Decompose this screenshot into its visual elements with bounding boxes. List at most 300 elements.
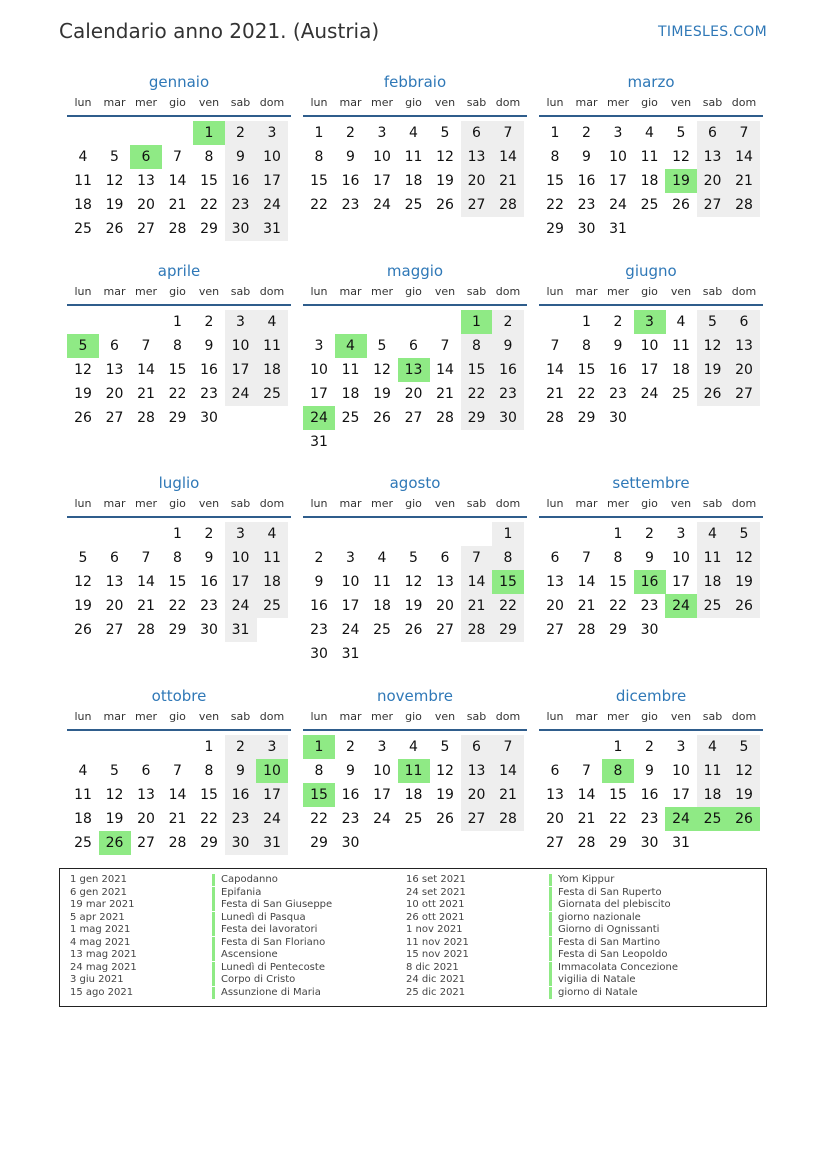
day-cell: 30 bbox=[640, 622, 659, 638]
day-cell: 16 bbox=[225, 169, 257, 193]
holiday-name: Lunedì di Pentecoste bbox=[212, 962, 325, 974]
weekday-header: ven bbox=[434, 96, 456, 109]
day-cell: 18 bbox=[672, 362, 690, 378]
weekday-header: mar bbox=[103, 285, 126, 298]
day-cell: 13 bbox=[137, 787, 155, 803]
day-cell: 2 bbox=[225, 735, 257, 759]
weekday-header: mer bbox=[606, 285, 629, 298]
day-cell: 10 bbox=[341, 574, 360, 590]
day-cell: 17 bbox=[640, 362, 659, 378]
day-cell: 7 bbox=[550, 338, 560, 354]
holiday-name: Festa di San Floriano bbox=[212, 937, 325, 949]
day-cell: 28 bbox=[577, 622, 596, 638]
day-cell: 29 bbox=[492, 618, 524, 642]
day-cell: 6 bbox=[440, 550, 450, 566]
day-cell: 2 bbox=[204, 314, 214, 330]
day-cell: 27 bbox=[105, 622, 124, 638]
day-cell: 31 bbox=[256, 831, 288, 855]
holiday-date: 6 gen 2021 bbox=[70, 886, 128, 898]
day-cell: 20 bbox=[546, 598, 564, 614]
day-cell: 22 bbox=[168, 598, 187, 614]
month-name: giugno bbox=[625, 262, 677, 280]
holiday-day-cell: 15 bbox=[303, 783, 335, 807]
weekday-header: dom bbox=[495, 285, 521, 298]
day-cell: 23 bbox=[200, 598, 218, 614]
day-cell: 14 bbox=[577, 574, 596, 590]
day-cell: 15 bbox=[609, 787, 627, 803]
day-cell: 12 bbox=[74, 362, 92, 378]
day-cell: 5 bbox=[110, 149, 119, 165]
day-cell: 27 bbox=[728, 382, 760, 406]
day-cell: 27 bbox=[137, 221, 155, 237]
month-divider bbox=[303, 304, 527, 306]
day-cell: 20 bbox=[137, 197, 155, 213]
day-cell: 24 bbox=[256, 807, 288, 831]
weekday-header: gio bbox=[641, 285, 658, 298]
day-cell: 25 bbox=[404, 811, 423, 827]
day-cell: 14 bbox=[728, 145, 760, 169]
day-cell: 3 bbox=[256, 121, 288, 145]
day-cell: 29 bbox=[461, 406, 493, 430]
holiday-name: Ascensione bbox=[212, 949, 278, 961]
day-cell: 25 bbox=[341, 410, 360, 426]
holiday-name: Festa di San Ruperto bbox=[549, 887, 662, 899]
day-cell: 15 bbox=[609, 574, 627, 590]
day-cell: 25 bbox=[256, 382, 288, 406]
day-cell: 4 bbox=[377, 550, 387, 566]
day-cell: 3 bbox=[377, 125, 387, 141]
day-cell: 22 bbox=[200, 811, 218, 827]
holiday-name: Lunedì di Pasqua bbox=[212, 912, 306, 924]
day-cell: 5 bbox=[440, 125, 450, 141]
day-cell: 8 bbox=[204, 763, 214, 779]
day-cell: 5 bbox=[110, 763, 119, 779]
day-cell: 19 bbox=[105, 197, 124, 213]
weekday-header: dom bbox=[731, 285, 757, 298]
day-cell: 21 bbox=[492, 783, 524, 807]
day-cell: 6 bbox=[728, 310, 760, 334]
day-cell: 5 bbox=[377, 338, 387, 354]
holiday-name: Giornata del plebiscito bbox=[549, 899, 671, 911]
day-cell: 3 bbox=[256, 735, 288, 759]
day-cell: 22 bbox=[200, 197, 218, 213]
day-cell: 10 bbox=[640, 338, 659, 354]
day-cell: 26 bbox=[74, 622, 92, 638]
day-cell: 28 bbox=[492, 193, 524, 217]
day-cell: 25 bbox=[373, 622, 391, 638]
holiday-name: vigilia di Natale bbox=[549, 974, 636, 986]
day-cell: 18 bbox=[256, 358, 288, 382]
day-cell: 11 bbox=[697, 546, 729, 570]
weekday-header: mar bbox=[103, 710, 126, 723]
holiday-day-cell: 24 bbox=[303, 406, 335, 430]
day-cell: 15 bbox=[310, 173, 328, 189]
day-cell: 19 bbox=[728, 570, 760, 594]
day-cell: 23 bbox=[341, 197, 360, 213]
day-cell: 11 bbox=[697, 759, 729, 783]
day-cell: 9 bbox=[225, 759, 257, 783]
day-cell: 9 bbox=[346, 149, 355, 165]
holiday-day-cell: 10 bbox=[256, 759, 288, 783]
day-cell: 25 bbox=[256, 594, 288, 618]
day-cell: 9 bbox=[204, 338, 214, 354]
weekday-header: mar bbox=[575, 710, 598, 723]
month-febbraio bbox=[303, 73, 527, 263]
weekday-header: sab bbox=[466, 96, 487, 109]
day-cell: 12 bbox=[436, 763, 454, 779]
weekday-header: sab bbox=[702, 96, 723, 109]
day-cell: 23 bbox=[200, 386, 218, 402]
holiday-day-cell: 26 bbox=[99, 831, 131, 855]
day-cell: 2 bbox=[346, 739, 355, 755]
day-cell: 29 bbox=[546, 221, 564, 237]
day-cell: 30 bbox=[200, 622, 218, 638]
holiday-date: 19 mar 2021 bbox=[70, 899, 135, 910]
day-cell: 13 bbox=[697, 145, 729, 169]
day-cell: 8 bbox=[173, 338, 182, 354]
holiday-name: giorno nazionale bbox=[549, 912, 641, 924]
day-cell: 16 bbox=[609, 362, 627, 378]
month-divider bbox=[67, 115, 291, 117]
day-cell: 4 bbox=[256, 310, 288, 334]
weekday-header: mer bbox=[606, 497, 629, 510]
weekday-header: gio bbox=[169, 497, 186, 510]
day-cell: 7 bbox=[440, 338, 450, 354]
weekday-header: mar bbox=[575, 497, 598, 510]
day-cell: 23 bbox=[341, 811, 360, 827]
weekday-header: sab bbox=[702, 285, 723, 298]
day-cell: 13 bbox=[546, 574, 564, 590]
day-cell: 18 bbox=[373, 598, 391, 614]
day-cell: 6 bbox=[110, 550, 119, 566]
day-cell: 20 bbox=[461, 169, 493, 193]
holiday-day-cell: 4 bbox=[335, 334, 367, 358]
weekday-header: ven bbox=[434, 497, 456, 510]
holiday-day-cell: 6 bbox=[130, 145, 162, 169]
holiday-date: 1 gen 2021 bbox=[70, 874, 128, 885]
day-cell: 1 bbox=[582, 314, 591, 330]
day-cell: 12 bbox=[728, 546, 760, 570]
weekday-header: gio bbox=[405, 497, 422, 510]
holiday-date: 5 apr 2021 bbox=[70, 911, 125, 923]
day-cell: 27 bbox=[461, 193, 493, 217]
holiday-date: 4 mag 2021 bbox=[70, 936, 131, 948]
day-cell: 12 bbox=[74, 574, 92, 590]
day-cell: 13 bbox=[461, 145, 493, 169]
holiday-date: 15 nov 2021 bbox=[406, 949, 469, 960]
day-cell: 11 bbox=[256, 334, 288, 358]
day-cell: 6 bbox=[550, 550, 560, 566]
day-cell: 11 bbox=[74, 173, 92, 189]
month-gennaio bbox=[67, 73, 291, 263]
day-cell: 30 bbox=[640, 835, 659, 851]
day-cell: 28 bbox=[436, 410, 454, 426]
day-cell: 27 bbox=[546, 835, 564, 851]
holiday-date: 24 dic 2021 bbox=[406, 974, 466, 985]
day-cell: 10 bbox=[256, 145, 288, 169]
month-name: luglio bbox=[158, 474, 200, 492]
holiday-day-cell: 1 bbox=[193, 121, 225, 145]
day-cell: 1 bbox=[492, 522, 524, 546]
day-cell: 5 bbox=[728, 735, 760, 759]
day-cell: 7 bbox=[582, 550, 591, 566]
day-cell: 24 bbox=[341, 622, 360, 638]
holiday-name: Corpo di Cristo bbox=[212, 974, 295, 986]
day-cell: 29 bbox=[200, 835, 218, 851]
day-cell: 6 bbox=[110, 338, 119, 354]
day-cell: 20 bbox=[105, 386, 124, 402]
weekday-header: dom bbox=[259, 497, 285, 510]
day-cell: 30 bbox=[577, 221, 596, 237]
day-cell: 1 bbox=[613, 526, 623, 542]
day-cell: 8 bbox=[461, 334, 493, 358]
weekday-header: ven bbox=[670, 710, 692, 723]
month-novembre bbox=[303, 687, 527, 877]
day-cell: 30 bbox=[310, 646, 328, 662]
weekday-header: mar bbox=[339, 285, 362, 298]
weekday-header: lun bbox=[74, 710, 92, 723]
weekday-header: lun bbox=[310, 285, 328, 298]
day-cell: 2 bbox=[492, 310, 524, 334]
holiday-name: giorno di Natale bbox=[549, 987, 638, 999]
day-cell: 13 bbox=[461, 759, 493, 783]
day-cell: 3 bbox=[225, 310, 257, 334]
weekday-header: mer bbox=[370, 710, 393, 723]
day-cell: 1 bbox=[204, 739, 214, 755]
day-cell: 17 bbox=[310, 386, 328, 402]
day-cell: 14 bbox=[461, 570, 493, 594]
weekday-header: sab bbox=[466, 285, 487, 298]
day-cell: 18 bbox=[404, 787, 423, 803]
holiday-date: 11 nov 2021 bbox=[406, 936, 469, 948]
day-cell: 18 bbox=[74, 197, 92, 213]
day-cell: 25 bbox=[697, 594, 729, 618]
day-cell: 27 bbox=[461, 807, 493, 831]
weekday-header: ven bbox=[670, 285, 692, 298]
month-name: ottobre bbox=[151, 687, 207, 705]
day-cell: 2 bbox=[582, 125, 591, 141]
day-cell: 4 bbox=[409, 739, 418, 755]
weekday-header: mar bbox=[103, 96, 126, 109]
day-cell: 21 bbox=[168, 811, 187, 827]
weekday-header: mar bbox=[339, 710, 362, 723]
month-name: gennaio bbox=[148, 73, 210, 91]
holiday-name: Festa di San Martino bbox=[549, 937, 660, 949]
day-cell: 5 bbox=[440, 739, 450, 755]
day-cell: 25 bbox=[74, 835, 92, 851]
day-cell: 18 bbox=[697, 783, 729, 807]
day-cell: 8 bbox=[613, 550, 623, 566]
day-cell: 21 bbox=[728, 169, 760, 193]
weekday-header: sab bbox=[702, 497, 723, 510]
day-cell: 26 bbox=[672, 197, 690, 213]
holiday-date: 24 mag 2021 bbox=[70, 961, 137, 973]
holiday-day-cell: 19 bbox=[665, 169, 697, 193]
day-cell: 11 bbox=[256, 546, 288, 570]
day-cell: 27 bbox=[697, 193, 729, 217]
day-cell: 2 bbox=[314, 550, 324, 566]
day-cell: 7 bbox=[461, 546, 493, 570]
weekday-header: ven bbox=[198, 285, 220, 298]
holiday-day-cell: 1 bbox=[303, 735, 335, 759]
day-cell: 27 bbox=[137, 835, 155, 851]
weekday-header: mar bbox=[339, 497, 362, 510]
day-cell: 14 bbox=[546, 362, 564, 378]
day-cell: 2 bbox=[645, 739, 654, 755]
holiday-day-cell: 24 bbox=[665, 807, 697, 831]
day-cell: 19 bbox=[373, 386, 391, 402]
day-cell: 19 bbox=[74, 386, 92, 402]
day-cell: 1 bbox=[613, 739, 623, 755]
day-cell: 16 bbox=[200, 362, 218, 378]
day-cell: 25 bbox=[672, 386, 690, 402]
day-cell: 18 bbox=[341, 386, 360, 402]
day-cell: 17 bbox=[672, 574, 690, 590]
day-cell: 2 bbox=[346, 125, 355, 141]
day-cell: 10 bbox=[373, 763, 391, 779]
day-cell: 16 bbox=[577, 173, 596, 189]
day-cell: 24 bbox=[256, 193, 288, 217]
day-cell: 22 bbox=[461, 382, 493, 406]
day-cell: 23 bbox=[640, 598, 659, 614]
day-cell: 9 bbox=[492, 334, 524, 358]
day-cell: 17 bbox=[256, 169, 288, 193]
weekday-header: mer bbox=[606, 96, 629, 109]
day-cell: 6 bbox=[461, 121, 493, 145]
day-cell: 6 bbox=[461, 735, 493, 759]
day-cell: 3 bbox=[346, 550, 355, 566]
weekday-header: dom bbox=[731, 710, 757, 723]
day-cell: 10 bbox=[672, 763, 690, 779]
day-cell: 20 bbox=[697, 169, 729, 193]
day-cell: 29 bbox=[168, 622, 187, 638]
month-divider bbox=[303, 115, 527, 117]
day-cell: 26 bbox=[373, 410, 391, 426]
month-name: marzo bbox=[627, 73, 675, 91]
day-cell: 28 bbox=[577, 835, 596, 851]
day-cell: 4 bbox=[78, 763, 88, 779]
weekday-header: lun bbox=[546, 96, 564, 109]
day-cell: 14 bbox=[492, 759, 524, 783]
weekday-header: gio bbox=[641, 710, 658, 723]
day-cell: 30 bbox=[225, 831, 257, 855]
day-cell: 16 bbox=[341, 787, 360, 803]
day-cell: 6 bbox=[409, 338, 418, 354]
day-cell: 23 bbox=[492, 382, 524, 406]
day-cell: 20 bbox=[728, 358, 760, 382]
day-cell: 26 bbox=[404, 622, 423, 638]
holiday-name: Assunzione di Maria bbox=[212, 987, 321, 999]
day-cell: 15 bbox=[168, 362, 187, 378]
day-cell: 9 bbox=[314, 574, 324, 590]
day-cell: 12 bbox=[697, 334, 729, 358]
weekday-header: gio bbox=[169, 710, 186, 723]
day-cell: 1 bbox=[314, 125, 324, 141]
weekday-header: mer bbox=[134, 710, 157, 723]
day-cell: 22 bbox=[310, 811, 328, 827]
day-cell: 21 bbox=[461, 594, 493, 618]
holiday-name: Epifania bbox=[212, 887, 261, 899]
weekday-header: gio bbox=[641, 96, 658, 109]
holiday-day-cell: 26 bbox=[728, 807, 760, 831]
day-cell: 6 bbox=[141, 763, 151, 779]
day-cell: 5 bbox=[78, 550, 88, 566]
month-divider bbox=[539, 115, 763, 117]
holiday-date: 26 ott 2021 bbox=[406, 911, 465, 923]
weekday-header: gio bbox=[169, 96, 186, 109]
holiday-name: Yom Kippur bbox=[549, 874, 614, 886]
weekday-header: ven bbox=[670, 96, 692, 109]
day-cell: 21 bbox=[436, 386, 454, 402]
weekday-header: gio bbox=[169, 285, 186, 298]
holiday-day-cell: 16 bbox=[634, 570, 666, 594]
day-cell: 1 bbox=[173, 314, 182, 330]
day-cell: 4 bbox=[697, 735, 729, 759]
day-cell: 17 bbox=[672, 787, 690, 803]
day-cell: 23 bbox=[577, 197, 596, 213]
day-cell: 10 bbox=[310, 362, 328, 378]
weekday-header: gio bbox=[405, 96, 422, 109]
day-cell: 12 bbox=[105, 787, 124, 803]
day-cell: 30 bbox=[492, 406, 524, 430]
day-cell: 5 bbox=[409, 550, 418, 566]
weekday-header: ven bbox=[434, 710, 456, 723]
day-cell: 4 bbox=[676, 314, 686, 330]
weekday-header: mer bbox=[134, 96, 157, 109]
weekday-header: sab bbox=[230, 497, 251, 510]
holiday-date: 15 ago 2021 bbox=[70, 986, 134, 998]
day-cell: 2 bbox=[645, 526, 654, 542]
day-cell: 5 bbox=[676, 125, 686, 141]
day-cell: 22 bbox=[577, 386, 596, 402]
weekday-header: mer bbox=[134, 497, 157, 510]
weekday-header: dom bbox=[259, 96, 285, 109]
weekday-header: ven bbox=[198, 710, 220, 723]
weekday-header: dom bbox=[259, 285, 285, 298]
day-cell: 26 bbox=[436, 197, 454, 213]
day-cell: 11 bbox=[640, 149, 659, 165]
day-cell: 25 bbox=[404, 197, 423, 213]
day-cell: 31 bbox=[341, 646, 360, 662]
day-cell: 18 bbox=[404, 173, 423, 189]
day-cell: 27 bbox=[105, 410, 124, 426]
day-cell: 9 bbox=[582, 149, 591, 165]
weekday-header: mar bbox=[575, 285, 598, 298]
day-cell: 4 bbox=[409, 125, 418, 141]
day-cell: 8 bbox=[582, 338, 591, 354]
holiday-day-cell: 11 bbox=[398, 759, 430, 783]
day-cell: 7 bbox=[173, 763, 182, 779]
holidays-legend bbox=[59, 868, 767, 1007]
month-name: settembre bbox=[612, 474, 690, 492]
month-name: febbraio bbox=[383, 73, 447, 91]
day-cell: 17 bbox=[341, 598, 360, 614]
brand-logo-text[interactable]: TIMESLES.COM bbox=[658, 24, 767, 40]
day-cell: 24 bbox=[640, 386, 659, 402]
day-cell: 26 bbox=[728, 594, 760, 618]
day-cell: 28 bbox=[492, 807, 524, 831]
holiday-date: 1 nov 2021 bbox=[406, 924, 463, 935]
day-cell: 28 bbox=[546, 410, 564, 426]
day-cell: 20 bbox=[137, 811, 155, 827]
day-cell: 4 bbox=[256, 522, 288, 546]
weekday-header: mar bbox=[575, 96, 598, 109]
day-cell: 9 bbox=[645, 763, 654, 779]
day-cell: 8 bbox=[173, 550, 182, 566]
holiday-day-cell: 5 bbox=[67, 334, 99, 358]
day-cell: 19 bbox=[436, 787, 454, 803]
day-cell: 29 bbox=[168, 410, 187, 426]
